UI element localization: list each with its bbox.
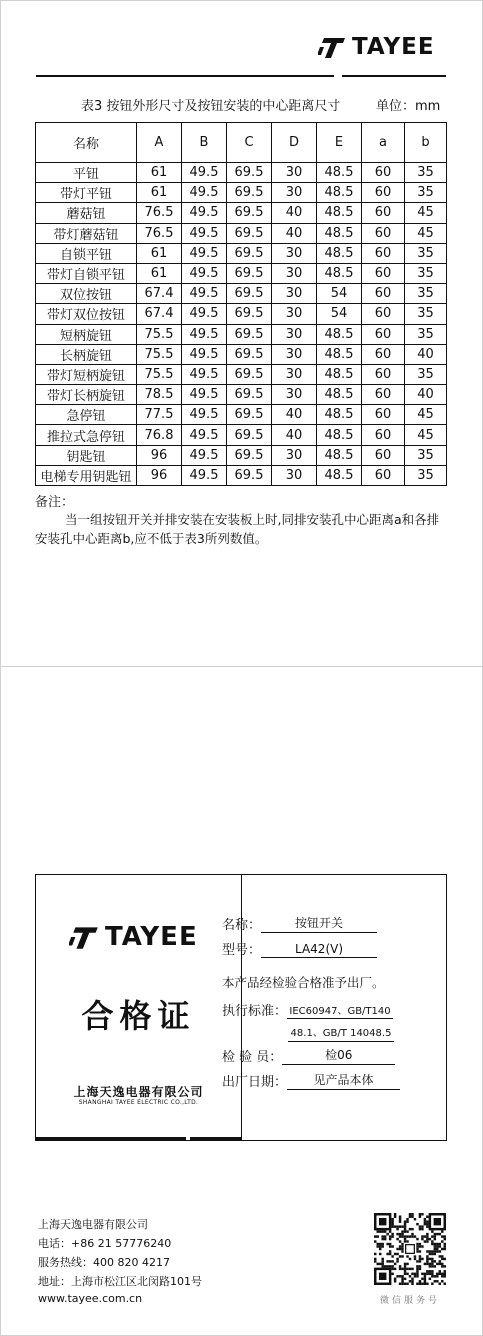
table-cell-value: 69.5 [227,344,272,364]
table-row [36,364,447,384]
table-cell-value: 35 [405,163,447,183]
table-cell-value: 60 [362,183,405,203]
table-cell-value: 40 [405,385,447,405]
table-cell-value: 76.5 [137,223,182,243]
table-cell-name: 带灯短柄旋钮 [36,364,137,384]
table-cell-value: 69.5 [227,445,272,465]
table-cell-value: 60 [362,364,405,384]
table-cell-name: 长柄旋钮 [36,344,137,364]
table-cell-name: 双位按钮 [36,284,137,304]
cert-model-row [222,939,377,958]
table-header-cell: C [227,123,272,163]
table-row [36,223,447,243]
table-cell-value: 69.5 [227,425,272,445]
table-cell-value: 48.5 [317,183,362,203]
table-cell-name: 推拉式急停钮 [36,425,137,445]
table-row [36,304,447,324]
table-cell-value: 49.5 [182,425,227,445]
table-cell-name: 带灯长柄旋钮 [36,385,137,405]
cert-date-row [222,1071,400,1090]
table-cell-name: 带灯双位按钮 [36,304,137,324]
table-cell-value: 45 [405,223,447,243]
table-cell-name: 带灯自锁平钮 [36,263,137,283]
table-cell-value: 45 [405,203,447,223]
table-cell-name: 平钮 [36,163,137,183]
table-cell-value: 35 [405,364,447,384]
table-cell-value: 30 [272,183,317,203]
table-header-cell: D [272,123,317,163]
table-cell-value: 60 [362,385,405,405]
cert-model-label: 型号： [222,943,262,958]
table-cell-value: 49.5 [182,183,227,203]
table-row [36,163,447,183]
table-cell-name: 钥匙钮 [36,445,137,465]
contact-company: 上海天逸电器有限公司 [38,1218,148,1231]
table-cell-value: 69.5 [227,223,272,243]
brand-logo-top [318,34,435,60]
table-cell-value: 69.5 [227,263,272,283]
table-cell-name: 电梯专用钥匙钮 [36,465,137,485]
table-cell-value: 69.5 [227,243,272,263]
table-cell-value: 60 [362,203,405,223]
qr-caption: 微信服务号 [379,1296,440,1306]
certificate-bar-left [36,1137,186,1141]
table-cell-value: 30 [272,465,317,485]
table-cell-value: 49.5 [182,344,227,364]
brand-wordmark: TAYEE [352,34,435,60]
cert-name-label: 名称： [222,918,262,933]
table-unit: 单位：mm [376,99,441,114]
table-cell-value: 48.5 [317,385,362,405]
table-row [36,284,447,304]
table-cell-value: 69.5 [227,385,272,405]
table-header-cell: B [182,123,227,163]
table-cell-value: 45 [405,405,447,425]
contact-phone: 电话：+86 21 57776240 [38,1237,172,1250]
cert-inspector-label: 检 验 员： [222,1050,283,1065]
table-row [36,405,447,425]
cert-date-label: 出厂日期： [222,1075,288,1090]
table-cell-value: 60 [362,243,405,263]
table-cell-value: 49.5 [182,163,227,183]
table-cell-value: 49.5 [182,243,227,263]
table-cell-value: 69.5 [227,465,272,485]
cert-inspector-value: 检06 [282,1046,395,1065]
dimension-table [35,122,447,486]
table-cell-value: 48.5 [317,243,362,263]
table-row [36,385,447,405]
table-cell-name: 蘑菇钮 [36,203,137,223]
cert-name-value: 按钮开关 [261,914,377,933]
table-cell-value: 40 [272,405,317,425]
table-cell-value: 49.5 [182,445,227,465]
table-cell-value: 48.5 [317,425,362,445]
cert-name-row [222,914,377,933]
table-cell-value: 54 [317,284,362,304]
table-cell-value: 49.5 [182,284,227,304]
table-cell-value: 60 [362,163,405,183]
table-cell-value: 35 [405,284,447,304]
table-cell-value: 54 [317,304,362,324]
table-cell-value: 48.5 [317,163,362,183]
table-cell-value: 49.5 [182,465,227,485]
tayee-logo-icon [318,35,348,59]
table-cell-value: 60 [362,304,405,324]
table-cell-value: 75.5 [137,364,182,384]
table-row [36,263,447,283]
table-cell-value: 69.5 [227,284,272,304]
table-cell-value: 49.5 [182,304,227,324]
table-cell-value: 60 [362,465,405,485]
table-header-row [36,123,447,163]
table-cell-value: 30 [272,163,317,183]
brand-logo-certificate [69,922,198,952]
table-cell-value: 96 [137,445,182,465]
table-cell-value: 35 [405,304,447,324]
table-header-cell: a [362,123,405,163]
table-cell-value: 60 [362,425,405,445]
table-cell-value: 30 [272,344,317,364]
table-cell-value: 61 [137,163,182,183]
table-cell-value: 35 [405,243,447,263]
cert-standard-line2: 48.1、GB/T 14048.5 [288,1024,394,1042]
contact-address: 地址：上海市松江区北闵路101号 [38,1275,202,1288]
table-cell-value: 48.5 [317,324,362,344]
table-cell-value: 69.5 [227,203,272,223]
table-cell-value: 45 [405,425,447,445]
table-cell-value: 96 [137,465,182,485]
table-cell-value: 48.5 [317,344,362,364]
table-cell-value: 49.5 [182,263,227,283]
table-cell-value: 49.5 [182,223,227,243]
table-cell-value: 69.5 [227,304,272,324]
table-cell-value: 61 [137,243,182,263]
table-row [36,344,447,364]
cert-inspector-row [222,1046,395,1065]
table-cell-value: 69.5 [227,183,272,203]
table-cell-value: 49.5 [182,405,227,425]
table-row [36,183,447,203]
table-cell-name: 自锁平钮 [36,243,137,263]
table-cell-value: 60 [362,324,405,344]
table-cell-value: 48.5 [317,465,362,485]
table-cell-value: 30 [272,243,317,263]
table-row [36,243,447,263]
table-row [36,324,447,344]
table-cell-value: 40 [272,425,317,445]
brand-wordmark: TAYEE [105,922,198,952]
cert-standard-label: 执行标准： [222,1004,288,1019]
table-cell-value: 48.5 [317,405,362,425]
table-cell-value: 60 [362,405,405,425]
table-cell-value: 67.4 [137,284,182,304]
table-cell-value: 60 [362,263,405,283]
table-cell-value: 30 [272,324,317,344]
table-cell-value: 48.5 [317,263,362,283]
table-cell-value: 35 [405,324,447,344]
table-cell-value: 49.5 [182,364,227,384]
table-header-cell: A [137,123,182,163]
table-row [36,425,447,445]
table-cell-value: 61 [137,263,182,283]
table-cell-value: 40 [405,344,447,364]
table-cell-value: 35 [405,263,447,283]
table-row [36,465,447,485]
table-body [36,163,447,486]
table-cell-value: 40 [272,223,317,243]
table-row [36,203,447,223]
table-cell-value: 69.5 [227,324,272,344]
table-cell-value: 48.5 [317,364,362,384]
table-cell-name: 带灯平钮 [36,183,137,203]
table-cell-value: 60 [362,344,405,364]
table-cell-value: 49.5 [182,203,227,223]
contact-hotline: 服务热线：400 820 4217 [38,1256,170,1269]
table-cell-value: 30 [272,263,317,283]
table-cell-value: 69.5 [227,163,272,183]
table-cell-value: 76.5 [137,203,182,223]
table-cell-value: 49.5 [182,385,227,405]
table-cell-value: 75.5 [137,344,182,364]
table-cell-value: 30 [272,364,317,384]
table-cell-value: 48.5 [317,445,362,465]
table-cell-name: 短柄旋钮 [36,324,137,344]
table-cell-value: 60 [362,445,405,465]
cert-standard-line1: IEC60947、GB/T140 [287,1002,393,1019]
table-cell-value: 30 [272,304,317,324]
certificate-title: 合格证 [81,997,196,1035]
cert-statement: 本产品经检验合格准予出厂。 [222,975,385,990]
table-cell-name: 急停钮 [36,405,137,425]
table-cell-value: 40 [272,203,317,223]
header-rule-right [342,75,446,77]
table-cell-value: 30 [272,284,317,304]
table-cell-value: 48.5 [317,203,362,223]
table-cell-value: 77.5 [137,405,182,425]
cert-standard-row [222,1000,393,1019]
table-cell-value: 35 [405,465,447,485]
header-rule-left [36,75,334,77]
table-cell-value: 35 [405,445,447,465]
qr-code-icon [374,1213,446,1285]
tayee-logo-icon [69,924,101,950]
table-cell-value: 60 [362,223,405,243]
company-name-en: SHANGHAI TAYEE ELECTRIC CO.,LTD. [78,1099,199,1106]
table-cell-value: 35 [405,183,447,203]
table-row [36,445,447,465]
table-cell-value: 60 [362,284,405,304]
cert-model-value: LA42(V) [261,942,377,958]
table-title: 表3 按钮外形尺寸及按钮安装的中心距离尺寸 [81,99,341,114]
table-cell-value: 76.8 [137,425,182,445]
company-name-cn: 上海天逸电器有限公司 [73,1085,204,1099]
table-header-cell: b [405,123,447,163]
certificate-bar-right [190,1137,241,1141]
table-cell-value: 69.5 [227,405,272,425]
table-cell-value: 78.5 [137,385,182,405]
table-cell-value: 69.5 [227,364,272,384]
fold-line [0,666,483,667]
table-cell-value: 30 [272,445,317,465]
table-cell-value: 48.5 [317,223,362,243]
contact-website: www.tayee.com.cn [38,1292,143,1305]
table-cell-value: 30 [272,385,317,405]
cert-date-value: 见产品本体 [287,1071,400,1090]
table-cell-value: 67.4 [137,304,182,324]
notes-label: 备注： [35,495,75,510]
table-cell-value: 49.5 [182,324,227,344]
table-header-cell: E [317,123,362,163]
notes-body: 当一组按钮开关并排安装在安装板上时,同排安装孔中心距离a和各排安装孔中心距离b,应不低于表3所列数值。 [35,512,440,546]
table-cell-name: 带灯蘑菇钮 [36,223,137,243]
table-header-cell: 名称 [36,123,137,163]
table-cell-value: 61 [137,183,182,203]
table-cell-value: 75.5 [137,324,182,344]
